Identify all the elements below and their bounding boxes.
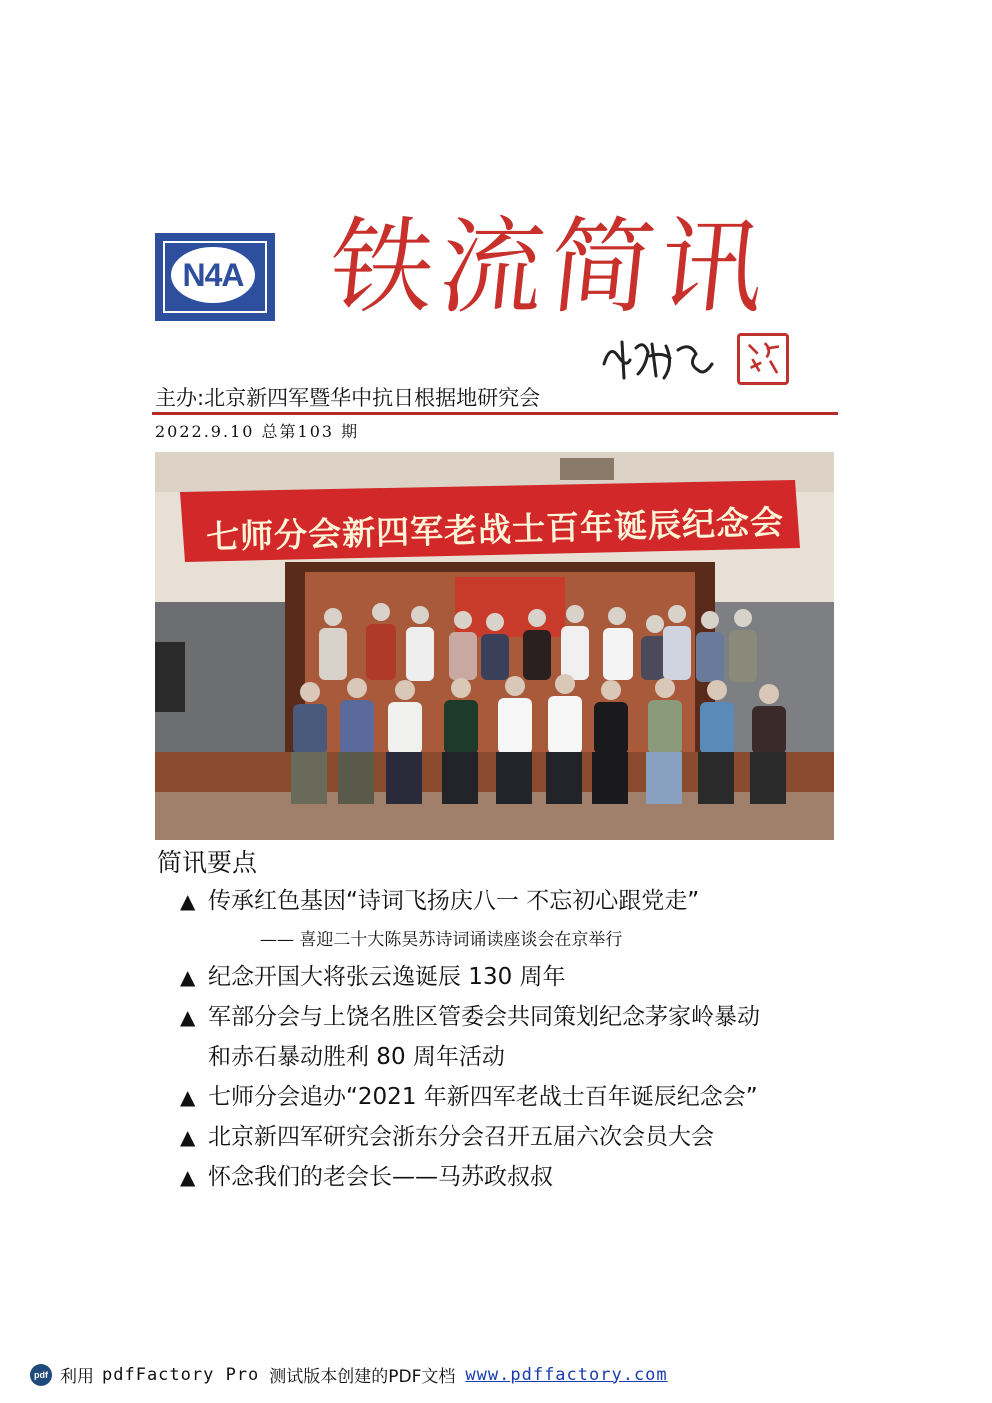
highlight-item [180, 1117, 714, 1157]
footer-product: pdfFactory Pro [102, 1364, 260, 1385]
footer-suffix: 测试版本创建的PDF文档 [269, 1367, 456, 1387]
group-photo [155, 452, 834, 840]
highlight-text: 军部分会与上饶名胜区管委会共同策划纪念茅家岭暴动 [208, 1004, 760, 1030]
highlight-text: 怀念我们的老会长——马苏政叔叔 [208, 1164, 553, 1190]
triangle-bullet-icon: ▲ [180, 965, 196, 989]
calligraphy-signature [600, 334, 718, 384]
header-divider [152, 412, 838, 415]
triangle-bullet-icon: ▲ [180, 1165, 196, 1189]
pdf-icon: pdf [30, 1364, 52, 1386]
red-seal-stamp [737, 333, 789, 385]
triangle-bullet-icon: ▲ [180, 1125, 196, 1149]
pdffactory-link[interactable]: www.pdffactory.com [465, 1364, 668, 1385]
highlight-text: 纪念开国大将张云逸诞辰 130 周年 [208, 964, 566, 990]
sponsor-label: 主办: [155, 386, 205, 410]
highlight-item [180, 881, 699, 921]
highlight-text: 北京新四军研究会浙东分会召开五届六次会员大会 [208, 1124, 714, 1150]
sponsor-line [155, 382, 540, 412]
logo-oval [171, 247, 255, 303]
triangle-bullet-icon: ▲ [180, 889, 196, 913]
sponsor-org: 北京新四军暨华中抗日根据地研究会 [204, 386, 541, 410]
highlight-item [180, 957, 566, 997]
highlight-text: 七师分会追办“2021 年新四军老战士百年诞辰纪念会” [208, 1084, 758, 1110]
issue-info: 2022.9.10 总第103 期 [155, 422, 360, 441]
pdf-footer [30, 1362, 668, 1387]
highlight-text: 传承红色基因“诗词飞扬庆八一 不忘初心跟党走” [208, 888, 700, 914]
highlight-continuation: 和赤石暴动胜利 80 周年活动 [208, 1044, 505, 1070]
triangle-bullet-icon: ▲ [180, 1005, 196, 1029]
highlight-item [180, 1157, 553, 1197]
triangle-bullet-icon: ▲ [180, 1085, 196, 1109]
highlight-subtitle: —— 喜迎二十大陈昊苏诗词诵读座谈会在京举行 [260, 930, 623, 950]
highlights-title: 简讯要点 [157, 848, 258, 877]
banner-text: 七师分会新四军老战士百年诞辰纪念会 [205, 502, 785, 557]
logo-text: N4A [182, 256, 244, 293]
n4a-logo [155, 233, 275, 321]
highlight-item [180, 997, 760, 1037]
footer-prefix: 利用 [60, 1367, 94, 1387]
masthead-title: 铁流简讯 [323, 206, 777, 328]
highlight-item [180, 1077, 758, 1117]
